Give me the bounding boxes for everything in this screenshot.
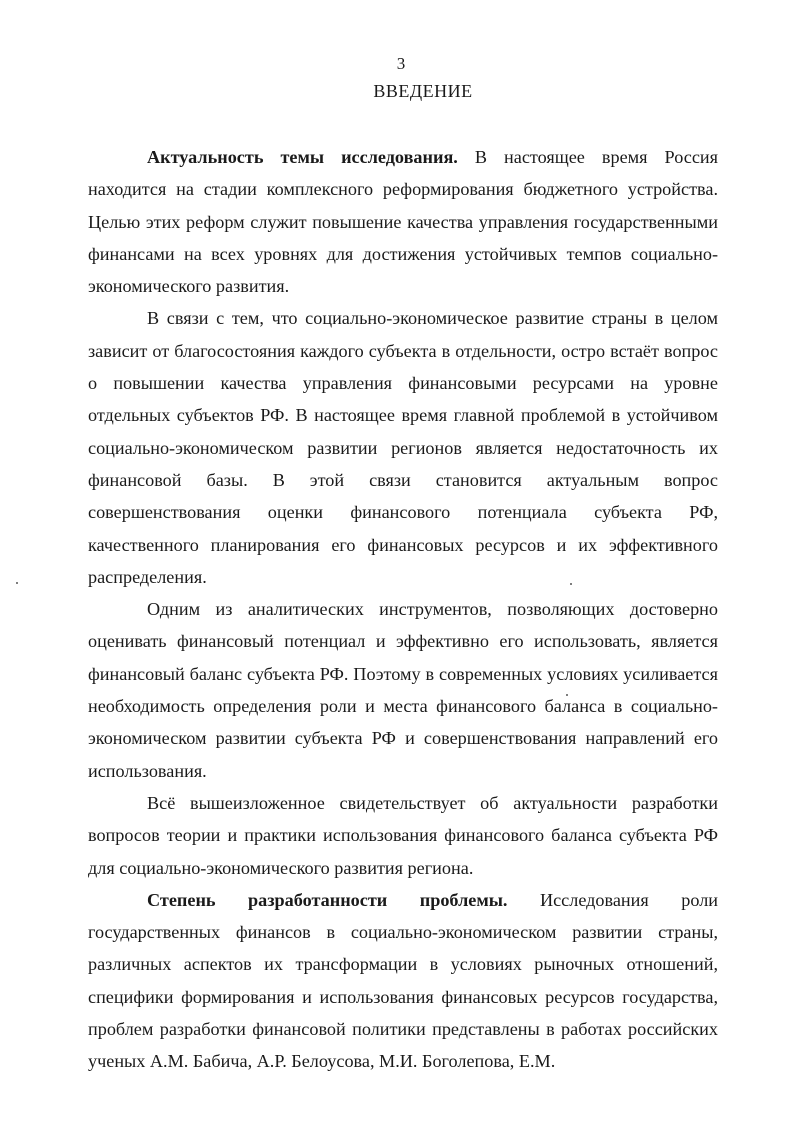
paragraph-text: Одним из аналитических инструментов, позволяющих достоверно оценивать финансовый потенциал и эффективно его использовать, является финансовый баланс субъекта РФ. Поэтому в современных условиях усиливается необходимость определения роли и места финансового баланса в социально-экономическом развитии субъекта РФ и совершенствования направлений его использования. [88,599,718,781]
paragraph-regional-development [88,302,718,593]
paragraph-lead: Актуальность темы исследования. [147,147,458,167]
body-text [88,141,718,1078]
paragraph-conclusion [88,787,718,884]
paragraph-degree-of-development [88,884,718,1078]
paragraph-relevance [88,141,718,302]
paragraph-analytical-tools [88,593,718,787]
section-title: ВВЕДЕНИЕ [373,81,473,101]
paragraph-text: В настоящее время Россия находится на стадии комплексного реформирования бюджетного устройства. Целью этих реформ служит повышение качества управления государственными финансами на всех уровнях для достижения устойчивых темпов социально-экономического развития. [88,147,718,297]
scan-speck [16,582,18,584]
paragraph-lead: Степень разработанности проблемы. [147,889,508,910]
paragraph-text: Исследования роли государственных финансов в социально-экономическом развитии страны, различных аспектов их трансформации в условиях рыночных отношений, специфики формирования и использования финансовых ресурсов государства, проблем разработки финансовой политики представлены в работах российских ученых А.М. Бабича, А.Р. Белоусова, М.И. Боголепова, Е.М. [88,889,718,1072]
scan-speck [566,694,568,696]
paragraph-text: В связи с тем, что социально-экономическое развитие страны в целом зависит от благосостояния каждого субъекта в отдельности, остро встаёт вопрос о повышении качества управления финансовыми ресурсами на уровне отдельных субъектов РФ. В настоящее время главной проблемой в устойчивом социально-экономическом развитии регионов является недостаточность их финансовой базы. В этой связи становится актуальным вопрос совершенствования оценки финансового потенциала субъекта РФ, качественного планирования его финансовых ресурсов и их эффективного распределения. [88,308,718,587]
page-number: 3 [396,54,406,73]
paragraph-text: Всё вышеизложенное свидетельствует об актуальности разработки вопросов теории и практики использования финансового баланса субъекта РФ для социально-экономического развития региона. [88,792,718,878]
scan-speck [570,583,572,585]
